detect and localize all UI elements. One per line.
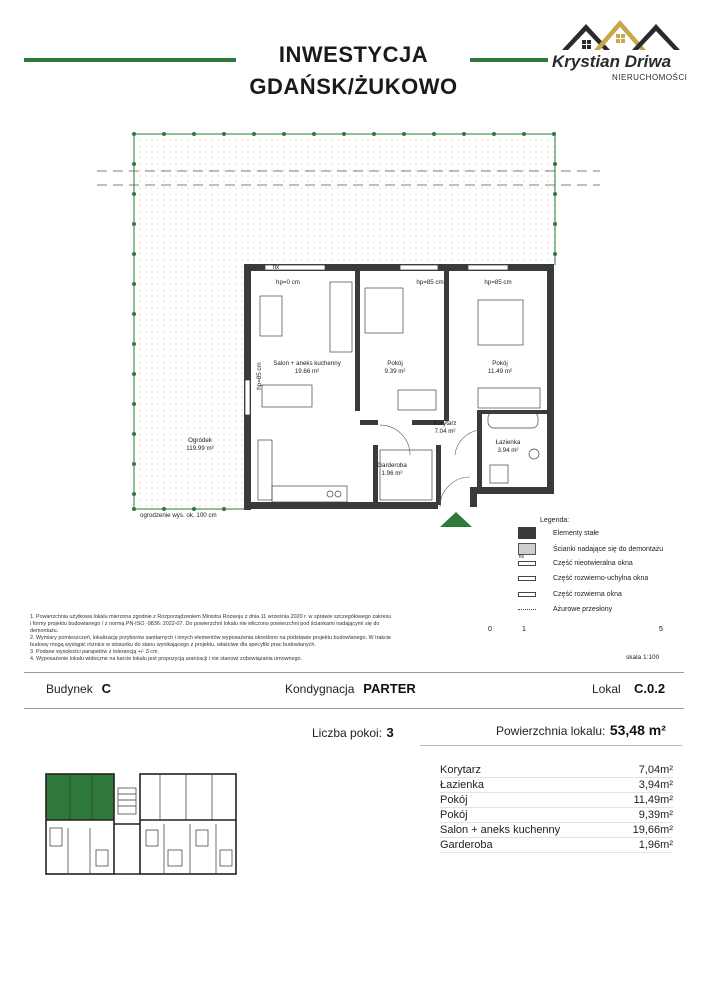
info-bar-line-top — [24, 672, 684, 673]
legend-item-open-window: Część rozwierna okna — [518, 591, 622, 598]
table-row: Korytarz 7,04m² — [440, 764, 673, 776]
table-row: Garderoba 1,96m² — [440, 839, 673, 851]
window-height-2: hp=85 cm — [416, 279, 444, 286]
info-room-count: Liczba pokoi: 3 — [312, 725, 394, 740]
window-height-1: hp=0 cm — [276, 279, 300, 286]
notes: 1. Powierzchnia użytkowa lokalu mierzona zgodnie z Rozporządzeniem Ministra Rozwoju z dnia 11 września 2020 r. w sprawie szczegółowego zakresu i formy projektu budowlanego / z normą PN-ISO -9836: 2022-07. Do powierzchni lokalu nie wliczono powierzchni pod ściankami nadającymi się do demontażu. 2. Wymiary pomieszczeń, lokalizację przyborów sanitarnych i innych elementów wyposażenia określono na podstawie projektu budowlanego. W trakcie budowy mogą wystąpić różnice w stosunku do stanu wynikającego z projektu, właściwe dla specyfiki prac budowlanych. 3. Podane wysokości parapetów z tolerancją +/- 3 cm. 4. Wyposażenie lokalu widoczne na karcie lokalu jest propozycją aranżacji i nie stanowi zobowiązania umownego. — [30, 614, 392, 662]
scale-tick-0: 0 — [488, 626, 492, 633]
page-title-line1: INWESTYCJA — [278, 42, 429, 67]
fence-note: ogrodzenie wys. ok. 100 cm — [140, 512, 217, 519]
label-lazienka: Łazienka 3.94 m² — [495, 439, 521, 454]
table-row: Pokój 11,49m² — [440, 794, 673, 806]
scale-tick-5: 5 — [659, 626, 663, 633]
legend-item-tilt-window: Część rozwierno-uchylna okna — [518, 575, 648, 582]
key-plan-thumbnail — [40, 768, 260, 886]
brand-name: Krystian Driwa — [552, 52, 672, 71]
scale-label: skala 1:100 — [626, 654, 660, 661]
label-salon: Salon + aneks kuchenny 19.66 m² — [273, 360, 341, 375]
table-row: Łazienka 3,94m² — [440, 779, 673, 791]
label-ogrodek: Ogródek 119.99 m² — [186, 437, 214, 452]
info-area: Powierzchnia lokalu: 53,48 m² — [496, 722, 666, 738]
brand-subtitle: NIERUCHOMOŚCI — [612, 73, 688, 82]
label-pokoj-1: Pokój 9.39 m² — [384, 360, 406, 375]
page-title-line2: GDAŃSK/ŻUKOWO — [249, 74, 458, 99]
info-building: Budynek C — [46, 681, 111, 696]
info-unit: Lokal C.0.2 — [592, 681, 666, 696]
scale-tick-1: 1 — [522, 626, 526, 633]
info-floor: Kondygnacja PARTER — [285, 681, 416, 696]
legend-item-removable: Ścianki nadające się do demontażu — [518, 543, 663, 555]
table-row: Pokój 9,39m² — [440, 809, 673, 821]
label-pokoj-2: Pokój 11.49 m² — [488, 360, 512, 375]
label-korytarz: Korytarz 7.04 m² — [433, 420, 457, 435]
label-garderoba: Garderoba 1.96 m² — [377, 462, 407, 477]
fix-label: fix — [272, 264, 280, 271]
table-row: Salon + aneks kuchenny 19,66m² — [440, 824, 673, 836]
legend-item-screens: Ażurowe przesłony — [518, 606, 612, 613]
side-window-height: hp=85 cm — [256, 362, 263, 390]
legend-item-fixed-window: fix Część nieotwieralna okna — [519, 554, 633, 567]
legend-title: Legenda: — [540, 517, 570, 524]
window-height-3: hp=85 cm — [484, 279, 512, 286]
legend-item-fixed: Elementy stałe — [518, 527, 599, 539]
info-bar-line-bottom — [24, 708, 684, 709]
info-divider — [420, 745, 682, 746]
entrance-arrow — [440, 512, 472, 527]
